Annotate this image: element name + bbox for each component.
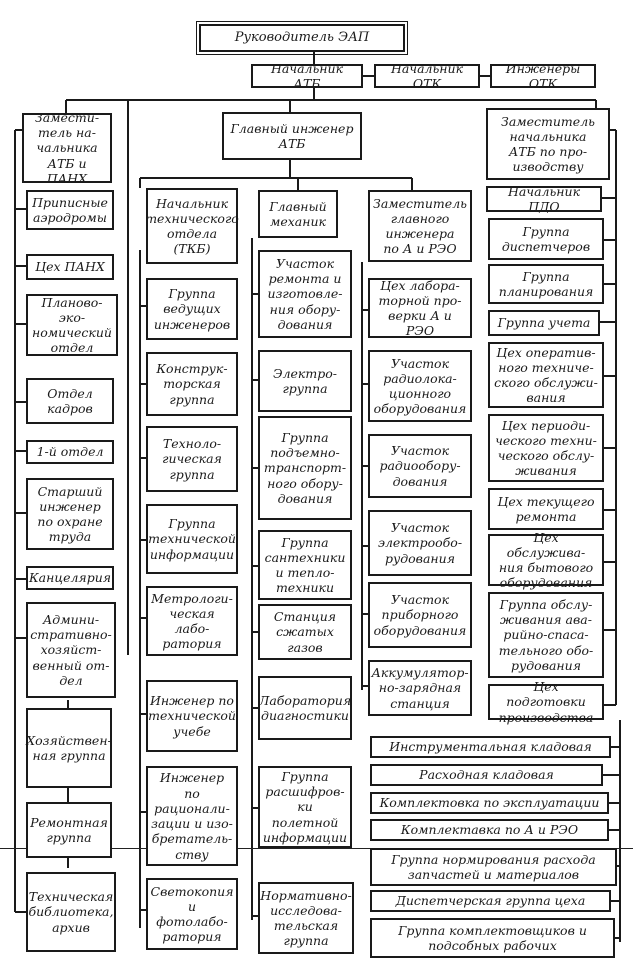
bottom-item: Расходная кладовая [370,764,603,786]
col1-item: Цех ПАНХ [26,254,114,280]
col3-item: Участок ремонта и изготовле- ния обору- дования [258,250,352,338]
deputy-chief-engineer-box: Заместитель главного инженера по А и РЭО [368,190,472,262]
col1-item: Планово-эко- номический отдел [26,294,118,356]
col2-item: Группа ведущих инженеров [146,278,238,340]
col4-item: Цех лабора- торной про- верки А и РЭО [368,278,472,338]
col1-item: Канцелярия [26,566,114,590]
chief-mechanic-box: Главный механик [258,190,338,238]
col3-item: Станция сжатых газов [258,604,352,660]
col5-item: Группа планирования [488,264,604,304]
col5-item: Группа учета [488,310,600,336]
col1-item: Старший инженер по охране труда [26,478,114,550]
col4-item: Аккумулятор- но-зарядная станция [368,660,472,716]
bottom-item: Инструментальная кладовая [370,736,611,758]
col1-item: Техническая библиотека, архив [26,872,116,952]
col1-item: Отдел кадров [26,378,114,424]
col1-item: Приписные аэродромы [26,190,114,230]
col4-item: Участок радиообору- дования [368,434,472,498]
bottom-item: Группа комплектовщиков и подсобных рабочих [370,918,615,958]
col5-item: Группа диспетчеров [488,218,604,260]
col4-item: Участок радиолока- ционного оборудования [368,350,472,422]
col5-item: Цех текущего ремонта [488,488,604,530]
col3-item: Нормативно- исследова- тельская группа [258,882,354,954]
col2-item: Инженер по технической учебе [146,680,238,752]
col2-item: Инженер по рационали- зации и изо- бретатель- ству [146,766,238,866]
col1-item: Админи- стративно- хозяйст- венный от- дел [26,602,116,698]
col5-item: Цех подготовки производства [488,684,604,720]
bottom-item: Комплектавка по А и РЭО [370,819,609,841]
col2-item: Группа технической информации [146,504,238,574]
chief-engineer-box: Главный инженер АТБ [222,112,362,160]
col5-item: Группа обслу- живания ава- рийно-спаса- тельного обо- рудования [488,592,604,678]
bottom-item: Комплектовка по эксплуатации [370,792,609,814]
col3-item: Группа подъемно- транспорт- ного обору- дования [258,416,352,520]
deputy-panh-box: Замести- тель на- чальника АТБ и ПАНХ [22,113,112,183]
col2-item: Конструк- торская группа [146,352,238,416]
bottom-item: Диспетчерская группа цеха [370,890,611,912]
deputy-production-box: Заместитель начальника АТБ по про- изводству [486,108,610,180]
head-atb-box: Начальник АТБ [251,64,363,88]
col2-item: Светокопия и фотолабо- ратория [146,878,238,950]
col3-item: Группа расшифров- ки полетной информации [258,766,352,848]
bottom-item: Группа нормирования расхода запчастей и материалов [370,848,617,886]
col5-item: Начальник ПДО [486,186,602,212]
col5-item: Цех обслужива- ния бытового оборудования [488,534,604,586]
col4-item: Участок электрообо- рудования [368,510,472,576]
col2-item: Метрологи- ческая лабо- ратория [146,586,238,656]
col3-item: Электро- группа [258,350,352,412]
col1-item: Ремонтная группа [26,802,112,858]
col5-item: Цех оператив- ного техниче- ского обслужи- вания [488,342,604,408]
col1-item: Хозяйствен- ная группа [26,708,112,788]
head-otk-box: Начальник ОТК [374,64,480,88]
col5-item: Цех периоди- ческого техни- ческого обслу- живания [488,414,604,482]
tech-dept-head-box: Начальник технического отдела (ТКБ) [146,188,238,264]
col2-item: Техноло- гическая группа [146,426,238,492]
col4-item: Участок приборного оборудования [368,582,472,648]
col3-item: Группа сантехники и тепло- техники [258,530,352,600]
otk-engineers-box: Инженеры ОТК [490,64,596,88]
col3-item: Лаборатория диагностики [258,676,352,740]
director-box: Руководитель ЭАП [199,24,405,52]
col1-item: 1-й отдел [26,440,114,464]
